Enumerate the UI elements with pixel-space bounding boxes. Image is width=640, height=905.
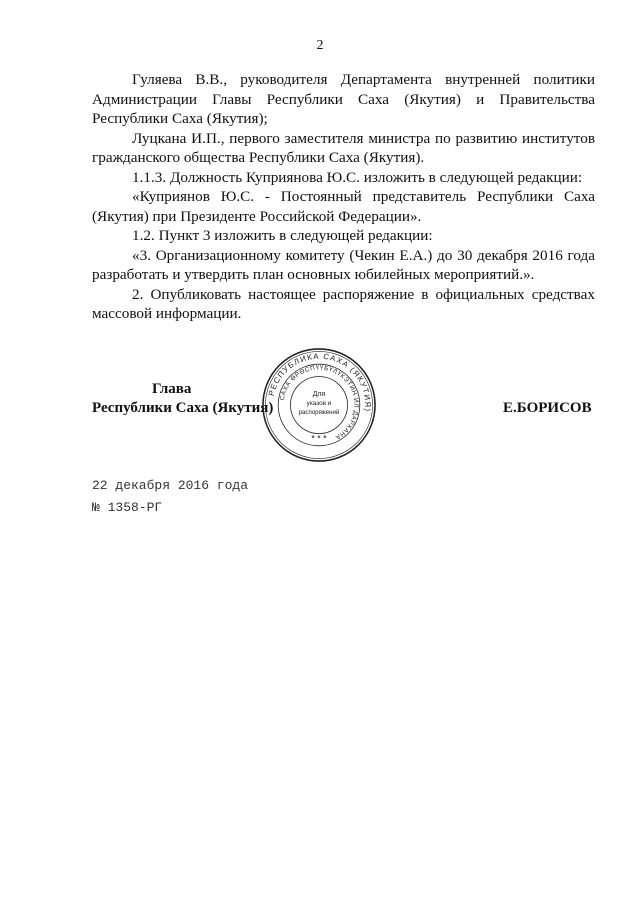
document-body (92, 70, 595, 324)
seal-center-line: Для (312, 391, 326, 399)
signatory-title: Глава (152, 381, 192, 397)
paragraph: 1.1.3. Должность Куприянова Ю.С. изложить в следующей редакции: (132, 168, 583, 186)
seal-inner-text: САХА ӨРӨСПҮҮБҮЛҮКЭТИН ИЛ ДАРХАНА (278, 364, 360, 442)
seal-center-line: указов и (306, 400, 332, 407)
paragraph: Луцкана И.П., первого заместителя министра по развитию институтов гражданского общества Республики Саха (Якутия). (92, 129, 595, 166)
seal-outer-text: РЕСПУБЛИКА САХА (ЯКУТИЯ) (266, 351, 373, 413)
seal-center-line: распоряжений (298, 408, 340, 416)
official-seal (260, 346, 378, 464)
registration-number: № 1358-РГ (92, 500, 163, 515)
seal-stars: * * * (311, 433, 327, 444)
paragraph: «Куприянов Ю.С. - Постоянный представитель Республики Саха (Якутия) при Президенте Российской Федерации». (92, 188, 595, 225)
signer-name: Е.БОРИСОВ (503, 400, 592, 416)
paragraph: «3. Организационному комитету (Чекин Е.А.) до 30 декабря 2016 года разработать и утвердить план основных юбилейных мероприятий.». (92, 246, 595, 283)
page-number: 2 (316, 38, 324, 53)
paragraph: 1.2. Пункт 3 изложить в следующей редакции: (132, 227, 433, 244)
registration-date: 22 декабря 2016 года (92, 478, 249, 493)
paragraph: 2. Опубликовать настоящее распоряжение в официальных средствах массовой информации. (92, 285, 595, 322)
paragraph: Гуляева В.В., руководителя Департамента внутренней политики Администрации Главы Республики Саха (Якутия) и Правительства Республики Саха (Якутия); (92, 71, 595, 127)
signatory-region: Республики Саха (Якутия) (92, 400, 274, 416)
